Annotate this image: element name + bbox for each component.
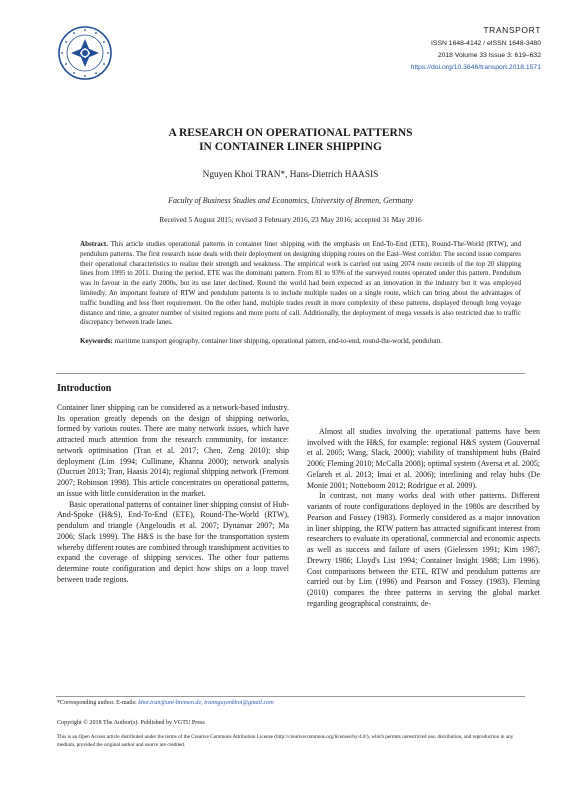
corresponding-author — [57, 700, 274, 706]
title-line-1: A RESEARCH ON OPERATIONAL PATTERNS — [168, 127, 413, 139]
corresponding-label: *Corresponding author. E-mails: — [57, 700, 137, 706]
copyright: Copyright © 2018 The Author(s). Published by VGTU Press — [57, 720, 205, 726]
university-seal-icon — [57, 25, 113, 81]
authors: Nguyen Khoi TRAN*, Hans-Dietrich HAASIS — [202, 170, 379, 180]
body-column-right — [307, 427, 540, 609]
affiliation: Faculty of Business Studies and Economics, University of Bremen, Germany — [168, 196, 413, 205]
paragraph: Basic operational patterns of container liner shipping consist of Hub-And-Spoke (H&S), End-To-End (ETE), Round-The-World (RTW), pendulum and triangle (Angeloudis et al. 2007; Dynamar 2007; Ma 2006; Slack 1999). The H&S is the base for the transportation system whereby different routes are combined through transhipment activities to expand the coverage of shipping services. The other four patterns determine route configuration and depict how ships on a loop travel between trade regions. — [57, 499, 289, 584]
volume-issue: 2018 Volume 33 Issue 3: 619–632 — [437, 52, 541, 59]
body-column-left — [57, 403, 289, 585]
doi-link[interactable]: https://doi.org/10.3846/transport.2018.1571 — [410, 64, 541, 71]
keywords — [80, 337, 521, 347]
section-heading-introduction: Introduction — [57, 383, 112, 394]
license-notice: This is an Open Access article distributed under the terms of the Creative Commons Attribution License (http://creativecommons.org/licenses/by/4.0/), which permits unrestricted use, distribution, and reproduction in any medium, provided the original author and source are credited. — [57, 734, 514, 748]
footnote-divider — [56, 696, 525, 697]
paragraph: Almost all studies involving the operational patterns have been involved with the H&S, for example: regional H&S system (Gouvernal et al. 2005; Wang, Slack, 2000); viability of transhipment hubs (Baird 2006; Fleming 2010; McCalla 2008); optimal system (Aversa et al. 2005; Gelareh et al. 2013; Imai et al. 2006); interlining and relay hubs (De Monie 2001; Notteboom 2012; Rodrigue et al. 2009). — [307, 427, 540, 490]
article-title — [0, 126, 581, 154]
keywords-label: Keywords: — [80, 337, 113, 345]
paragraph: In contrast, not many works deal with other patterns. Different variants of route configurations deployed in the 1980s are described by Pearson and Fossey (1983). Formerly considered as a major innovation in liner shipping, the RTW pattern has attracted significant interest from researchers to evaluate its operational, commercial and economic aspects as well as success and failure of users (Gielessen 1991; Kim 1987; Drewry 1986; Lloyd's List 1994; Container Insight 1988; Lim 1996). Cost comparisons between the ETE, RTW and pendulum patterns are carried out by Lim (1996) and Pearson and Fossey (1983). Fleming (2010) compares the three patterns in serving the global market regarding geographical constraints, de- — [307, 491, 540, 608]
received-dates: Received 5 August 2015; revised 3 February 2016, 23 May 2016; accepted 31 May 2016 — [159, 215, 422, 224]
email-links[interactable]: khoi.tran@uni-bremen.de, trannguyenkhoi@gmail.com — [138, 700, 274, 706]
issn: ISSN 1648-4142 / eISSN 1648-3480 — [431, 40, 541, 47]
title-line-2: IN CONTAINER LINER SHIPPING — [199, 141, 382, 153]
keywords-text: maritime transport geography, container liner shipping, operational pattern, end-to-end, round-the-world, pendulum. — [114, 337, 443, 345]
abstract-label: Abstract. — [80, 240, 108, 248]
divider — [56, 373, 525, 374]
abstract-text: This article studies operational patterns in container liner shipping with the emphasis on End-To-End (ETE), Round-The-World (RTW), and pendulum patterns. The first research issue deals with their deployment on designing shipping routes on the East–West corridor. The second issue compares their operational characteristics to realize their strength and weakness. The empirical work is carried out using 2074 route records of the top 20 shipping lines from 1995 to 2011. During the period, ETE was the dominant pattern. From 81 to 93% of the surveyed routes operated under this pattern. Pendulum was in favour in the early 2000s, but its use later declined. Round the world had been expected as an innovation in the industry but it was employed limitedly. An important feature of RTW and pendulum patterns is to include multiple trades on a single route, which can bring about the advantages of traffic bundling and less fleet requirement. On the other hand, multiple trades result in more complexity of these patterns, displayed through long voyage distance and time, a greater number of visited regions and more ports of call. Additionally, the deployment of mega vessels is also restricted due to traffic discrepancy between trade lanes. — [80, 240, 521, 327]
abstract — [80, 240, 521, 328]
paragraph: Container liner shipping can be considered as a network-based industry. Its operation greatly depends on the design of shipping networks, formed by various routes. There are many network issues, which have attracted much attention from the research community, for instance: network optimisation (Tran et al. 2017; Chen, Zeng 2010); ship deployment (Lim 1994; Cullinane, Khanna 2000); network analysis (Ducruet 2013; Tran, Haasis 2014); regional shipping network (Fremont 2007; Robinson 1998). This article concentrates on operational patterns, an issue with little consideration in the market. — [57, 403, 289, 498]
journal-name: TRANSPORT — [483, 25, 541, 35]
